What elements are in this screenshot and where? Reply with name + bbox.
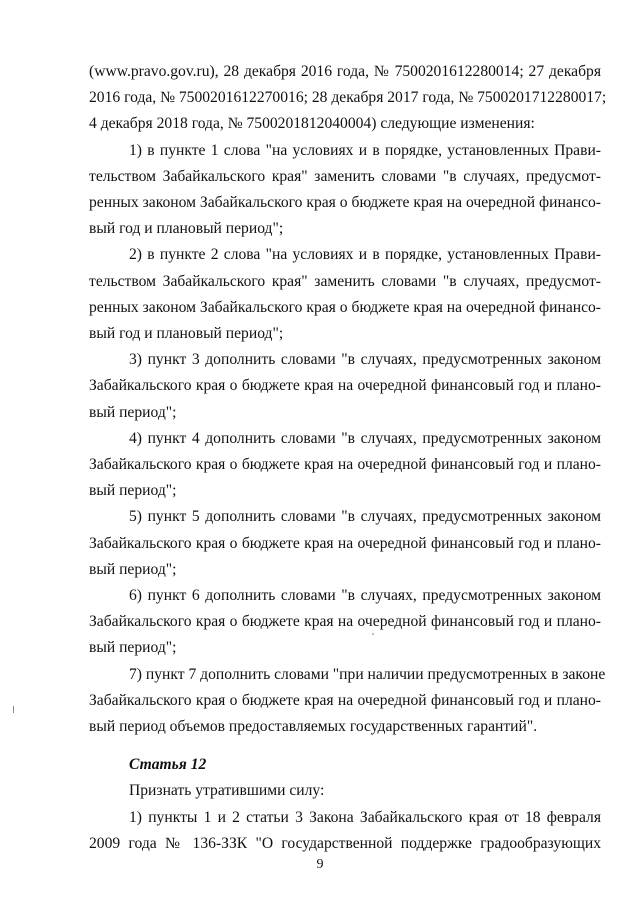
text-line: вый год и плановый период"; — [89, 220, 284, 238]
text-line: 7) пункт 7 дополнить словами "при наличии предусмотренных в законе — [129, 665, 606, 683]
text-line: 6) пункт 6 дополнить словами "в случаях, предусмотренных законом — [129, 587, 601, 605]
document-body — [89, 59, 607, 740]
text-line: вый период"; — [89, 403, 177, 421]
text-line: ренных законом Забайкальского края о бюджете края на очередной финансо- — [89, 298, 601, 316]
margin-mark — [13, 706, 14, 713]
text-line: вый период"; — [89, 560, 177, 578]
text-line: Забайкальского края о бюджете края на очередной финансовый год и плано- — [89, 377, 601, 395]
text-line: 2) в пункте 2 слова "на условиях и в порядке, установленных Прави- — [129, 246, 601, 264]
text-line: Забайкальского края о бюджете края на очередной финансовый год и плано- — [89, 456, 601, 474]
text-line: (www.pravo.gov.ru), 28 декабря 2016 года, № 7500201612280014; 27 декабря — [89, 63, 601, 80]
scan-speck — [372, 633, 374, 635]
page-number: 9 — [316, 857, 324, 872]
text-line: Забайкальского края о бюджете края на очередной финансовый год и плано- — [89, 691, 601, 709]
article-body — [89, 805, 601, 857]
text-line: 2016 года, № 7500201612270016; 28 декабря 2017 года, № 7500201712280017; — [89, 89, 607, 107]
text-line: вый период объемов предоставляемых государственных гарантий". — [89, 718, 538, 736]
text-line: тельством Забайкальского края" заменить словами "в случаях, предусмот- — [89, 272, 601, 290]
text-line: 2009 года № 136-ЗЗК "О государственной поддержке градообразующих — [89, 834, 601, 852]
text-line: вый период"; — [89, 639, 177, 657]
text-line: ренных законом Забайкальского края о бюджете края на очередной финансо- — [89, 194, 601, 212]
text-line: 5) пункт 5 дополнить словами "в случаях, предусмотренных законом — [129, 508, 601, 526]
text-line: 4 декабря 2018 года, № 7500201812040004) следующие изменения: — [89, 115, 535, 133]
text-line: 1) пункты 1 и 2 статьи 3 Закона Забайкальского края от 18 февраля — [129, 808, 601, 826]
text-line: 3) пункт 3 дополнить словами "в случаях, предусмотренных законом — [129, 351, 601, 369]
document-page — [89, 59, 607, 857]
text-line: тельством Забайкальского края" заменить словами "в случаях, предусмот- — [89, 167, 601, 185]
text-line: Забайкальского края о бюджете края на очередной финансовый год и плано- — [89, 534, 601, 552]
article-intro: Признать утратившими силу: — [129, 782, 325, 800]
text-line: 1) в пункте 1 слова "на условиях и в порядке, установленных Прави- — [129, 141, 601, 159]
text-line: вый период"; — [89, 482, 177, 500]
article-heading: Статья 12 — [129, 756, 207, 774]
text-line: Забайкальского края о бюджете края на очередной финансовый год и плано- — [89, 613, 601, 631]
text-line: 4) пункт 4 дополнить словами "в случаях, предусмотренных законом — [129, 429, 601, 447]
text-line: вый год и плановый период"; — [89, 325, 284, 343]
